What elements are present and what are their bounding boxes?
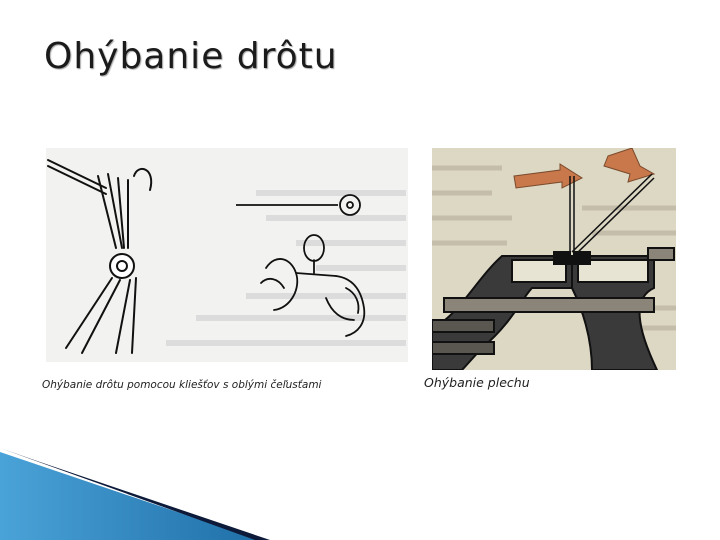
slide-title: Ohýbanie drôtu xyxy=(44,36,338,77)
pliers-illustration xyxy=(46,148,408,362)
left-figure-caption: Ohýbanie drôtu pomocou kliešťov s oblými čeľusťami xyxy=(42,379,322,391)
decorative-swoosh xyxy=(0,440,720,540)
pliers-illustration-graphic xyxy=(46,148,408,362)
vise-illustration xyxy=(432,148,676,370)
vise-illustration-graphic xyxy=(432,148,676,370)
right-figure-caption: Ohýbanie plechu xyxy=(424,375,530,390)
